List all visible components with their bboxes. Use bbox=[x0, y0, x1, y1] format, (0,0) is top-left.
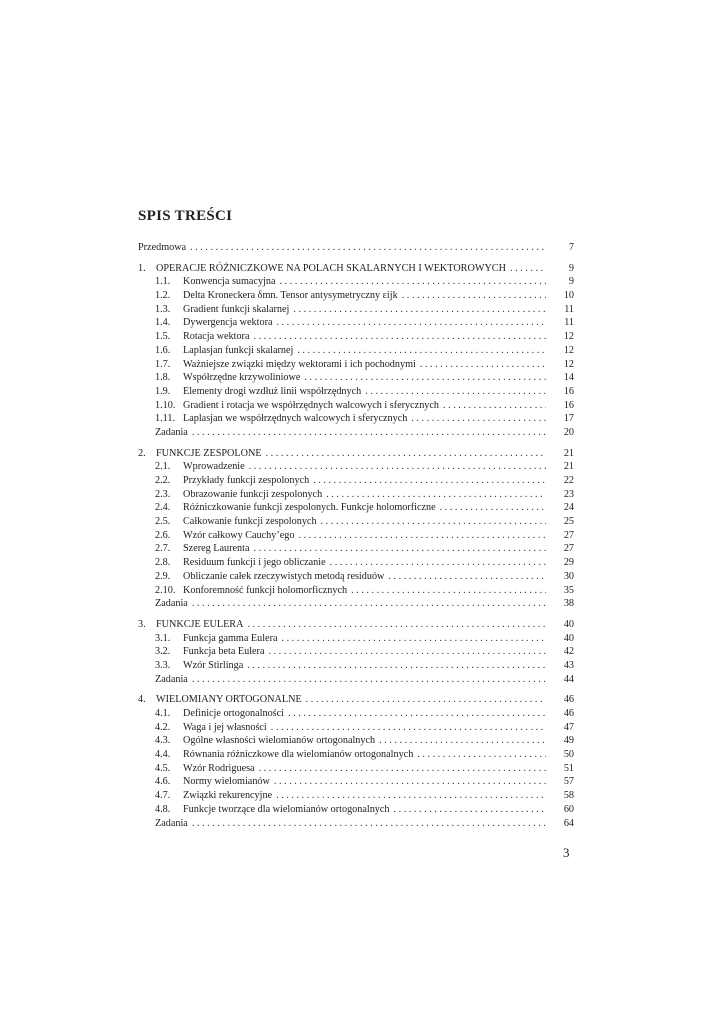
toc-section[interactable] bbox=[138, 275, 574, 289]
dot-leader bbox=[276, 316, 546, 330]
toc-entry-title: Przykłady funkcji zespolonych bbox=[183, 475, 310, 486]
toc-entry-title: Funkcja beta Eulera bbox=[183, 646, 265, 658]
toc-entry-title: Residuum funkcji i jego obliczanie bbox=[183, 557, 326, 569]
toc-section[interactable] bbox=[138, 570, 574, 584]
toc-chapter[interactable] bbox=[138, 262, 574, 276]
toc-entry-title: Waga i jej własności bbox=[183, 721, 267, 733]
dot-leader bbox=[388, 570, 546, 584]
toc-entry-number: 1.9. bbox=[155, 385, 171, 397]
toc-entry-title: Funkcja gamma Eulera bbox=[183, 632, 278, 644]
toc-page-number: 44 bbox=[563, 673, 574, 685]
dot-leader bbox=[326, 488, 546, 502]
toc-entry-title: Różniczkowanie funkcji zespolonych. Funkcje holomorficzne bbox=[183, 502, 436, 514]
toc-entry-number: 4.4. bbox=[155, 749, 171, 761]
toc-page-number: 9 bbox=[568, 262, 574, 274]
toc-entry-title: Obrazowanie funkcji zespolonych bbox=[183, 488, 323, 500]
dot-leader bbox=[411, 412, 546, 426]
toc-page-number: 11 bbox=[564, 303, 574, 315]
toc-entry-number: 1.4. bbox=[155, 317, 171, 329]
toc-entry-title: Zadania bbox=[155, 673, 188, 685]
dot-leader bbox=[351, 584, 546, 598]
toc-page-number: 24 bbox=[563, 502, 574, 514]
toc-entry-number: 1. bbox=[138, 262, 146, 274]
toc-entry-title: Gradient funkcji skalarnej bbox=[183, 303, 290, 315]
toc-entry-title: WIELOMIANY ORTOGONALNE bbox=[156, 694, 302, 706]
toc-entry-number: 4.8. bbox=[155, 803, 171, 815]
dot-leader bbox=[443, 399, 546, 413]
toc-section[interactable] bbox=[138, 399, 574, 413]
toc-section[interactable] bbox=[138, 659, 574, 673]
toc-entry-number: 4.3. bbox=[155, 735, 171, 747]
dot-leader bbox=[253, 542, 546, 556]
dot-leader bbox=[266, 447, 546, 461]
toc-entry-number: 3.2. bbox=[155, 646, 171, 658]
toc-section[interactable] bbox=[138, 645, 574, 659]
toc-entry-number: 2.4. bbox=[155, 502, 171, 514]
dot-leader bbox=[298, 529, 546, 543]
toc-page-number: 9 bbox=[568, 276, 574, 288]
toc-page-number: 27 bbox=[563, 543, 574, 555]
toc-entry-number: 2.9. bbox=[155, 570, 171, 582]
toc-entry-number: 1.2. bbox=[155, 290, 171, 302]
toc-chapter[interactable] bbox=[138, 447, 574, 461]
toc-page-number: 50 bbox=[563, 749, 574, 761]
toc-section[interactable] bbox=[138, 412, 574, 426]
toc-entry-title: Konwencja sumacyjna bbox=[183, 276, 276, 288]
toc-entry-number: 2.3. bbox=[155, 488, 171, 500]
toc-page-number: 12 bbox=[563, 344, 574, 356]
dot-leader bbox=[293, 303, 546, 317]
dot-leader bbox=[192, 673, 546, 687]
dot-leader bbox=[268, 645, 546, 659]
page-number: 3 bbox=[563, 845, 570, 860]
toc-page-number: 27 bbox=[563, 529, 574, 541]
page-title: SPIS TREŚCI bbox=[138, 208, 233, 224]
dot-leader bbox=[379, 734, 546, 748]
toc-section[interactable] bbox=[138, 529, 574, 543]
dot-leader bbox=[330, 556, 546, 570]
toc-entry-number: 1.7. bbox=[155, 358, 171, 370]
table-of-contents bbox=[138, 241, 574, 830]
toc-page-number: 30 bbox=[563, 570, 574, 582]
toc-page-number: 25 bbox=[563, 516, 574, 528]
toc-section[interactable] bbox=[138, 542, 574, 556]
toc-exercises[interactable] bbox=[138, 597, 574, 611]
toc-page-number: 49 bbox=[563, 735, 574, 747]
toc-page-number: 40 bbox=[563, 618, 574, 630]
toc-entry-title: Ważniejsze związki między wektorami i ich pochodnymi bbox=[183, 358, 416, 370]
toc-entry-title: Zadania bbox=[155, 426, 188, 438]
toc-page-number: 16 bbox=[563, 385, 574, 397]
toc-entry-title: Konforemność funkcji holomorficznych bbox=[183, 584, 348, 596]
toc-section[interactable] bbox=[138, 789, 574, 803]
toc-page-number: 20 bbox=[563, 426, 574, 438]
toc-entry-number: 2.10. bbox=[155, 584, 176, 596]
toc-page-number: 17 bbox=[563, 413, 574, 425]
toc-entry-title: Delta Kroneckera δmn. Tensor antysymetryczny εijk bbox=[183, 290, 398, 302]
toc-entry-title: Całkowanie funkcji zespolonych bbox=[183, 516, 317, 528]
dot-leader bbox=[321, 515, 546, 529]
toc-entry-number: 2. bbox=[138, 447, 146, 459]
toc-page-number: 38 bbox=[563, 598, 574, 610]
dot-leader bbox=[259, 762, 546, 776]
toc-entry-title: Przedmowa bbox=[138, 242, 187, 253]
toc-page-number: 21 bbox=[563, 461, 574, 473]
toc-entry-title: Elementy drogi wzdłuż linii współrzędnych bbox=[183, 385, 362, 397]
toc-entry-number: 1.1. bbox=[155, 276, 171, 288]
dot-leader bbox=[276, 789, 546, 803]
toc-page-number: 35 bbox=[563, 584, 574, 596]
toc-exercises[interactable] bbox=[138, 817, 574, 831]
toc-entry-number: 4. bbox=[138, 694, 146, 706]
dot-leader bbox=[247, 618, 546, 632]
dot-leader bbox=[274, 775, 546, 789]
dot-leader bbox=[365, 385, 546, 399]
toc-entry-number: 4.5. bbox=[155, 762, 171, 774]
dot-leader bbox=[190, 241, 546, 255]
dot-leader bbox=[192, 426, 546, 440]
toc-entry-number: 1.8. bbox=[155, 372, 171, 384]
toc-entry-title: Wprowadzenie bbox=[183, 461, 245, 473]
dot-leader bbox=[297, 344, 546, 358]
toc-entry-title: Dywergencja wektora bbox=[183, 317, 273, 329]
toc-exercises[interactable] bbox=[138, 673, 574, 687]
toc-entry-number: 2.5. bbox=[155, 516, 171, 528]
toc-entry-number: 4.6. bbox=[155, 776, 171, 788]
chapter-list bbox=[138, 262, 574, 831]
toc-section[interactable] bbox=[138, 344, 574, 358]
toc-page-number: 46 bbox=[563, 694, 574, 706]
toc-section[interactable] bbox=[138, 707, 574, 721]
toc-page-number: 42 bbox=[563, 646, 574, 658]
toc-section[interactable] bbox=[138, 632, 574, 646]
toc-entry-number: 4.2. bbox=[155, 721, 171, 733]
toc-entry-title: Laplasjan funkcji skalarnej bbox=[183, 344, 294, 356]
toc-entry-number: 4.1. bbox=[155, 708, 171, 719]
dot-leader bbox=[192, 817, 546, 831]
dot-leader bbox=[417, 748, 546, 762]
toc-section[interactable] bbox=[138, 460, 574, 474]
dot-leader bbox=[304, 371, 546, 385]
dot-leader bbox=[394, 803, 546, 817]
toc-page-number: 11 bbox=[564, 317, 574, 329]
dot-leader bbox=[510, 262, 546, 276]
dot-leader bbox=[271, 721, 546, 735]
toc-page-number: 47 bbox=[563, 721, 574, 733]
toc-entry-title: Definicje ortogonalności bbox=[183, 708, 284, 719]
toc-page-number: 58 bbox=[563, 790, 574, 802]
toc-page-number: 14 bbox=[563, 372, 574, 384]
toc-entry-number: 1.6. bbox=[155, 344, 171, 356]
toc-section[interactable] bbox=[138, 330, 574, 344]
toc-section[interactable] bbox=[138, 303, 574, 317]
toc-exercises[interactable] bbox=[138, 426, 574, 440]
toc-entry-number: 2.7. bbox=[155, 543, 171, 555]
toc-section[interactable] bbox=[138, 316, 574, 330]
toc-page-number: 64 bbox=[563, 817, 574, 829]
toc-section[interactable] bbox=[138, 734, 574, 748]
toc-entry-number: 2.2. bbox=[155, 475, 171, 486]
toc-entry-number: 2.8. bbox=[155, 557, 171, 569]
toc-section[interactable] bbox=[138, 474, 574, 488]
toc-entry-number: 2.1. bbox=[155, 461, 171, 473]
toc-section[interactable] bbox=[138, 501, 574, 515]
toc-page-number: 7 bbox=[568, 242, 574, 253]
toc-entry-title: Zadania bbox=[155, 598, 188, 610]
toc-page-number: 46 bbox=[563, 708, 574, 719]
toc-entry-title: Ogólne własności wielomianów ortogonalnych bbox=[183, 735, 376, 747]
toc-entry-number: 1.3. bbox=[155, 303, 171, 315]
dot-leader bbox=[402, 289, 546, 303]
toc-entry-title: FUNKCJE ZESPOLONE bbox=[156, 447, 262, 459]
toc-entry-title: Zadania bbox=[155, 817, 188, 829]
toc-page-number: 60 bbox=[563, 803, 574, 815]
toc-section[interactable] bbox=[138, 762, 574, 776]
toc-page-number: 43 bbox=[563, 659, 574, 671]
dot-leader bbox=[420, 358, 546, 372]
toc-chapter[interactable] bbox=[138, 618, 574, 632]
toc-entry-title: Związki rekurencyjne bbox=[183, 790, 273, 802]
toc-page-number: 21 bbox=[563, 447, 574, 459]
toc-section[interactable] bbox=[138, 385, 574, 399]
toc-entry-title: Funkcje tworzące dla wielomianów ortogonalnych bbox=[183, 803, 390, 815]
dot-leader bbox=[253, 330, 546, 344]
toc-entry-title: Rotacja wektora bbox=[183, 331, 250, 343]
dot-leader bbox=[288, 707, 546, 721]
toc-entry-title: FUNKCJE EULERA bbox=[156, 618, 244, 630]
toc-entry-title: Szereg Laurenta bbox=[183, 543, 250, 555]
toc-entry-title: OPERACJE RÓŻNICZKOWE NA POLACH SKALARNYCH I WEKTOROWYCH bbox=[156, 262, 506, 274]
toc-page-number: 12 bbox=[563, 358, 574, 370]
toc-entry-number: 1.5. bbox=[155, 331, 171, 343]
toc-entry-title: Gradient i rotacja we współrzędnych walcowych i sferycznych bbox=[183, 399, 439, 411]
toc-entry-number: 2.6. bbox=[155, 529, 171, 541]
toc-section[interactable] bbox=[138, 289, 574, 303]
toc-section[interactable] bbox=[138, 748, 574, 762]
toc-entry-title: Współrzędne krzywoliniowe bbox=[183, 372, 301, 384]
toc-entry-title: Wzór całkowy Cauchy’ego bbox=[183, 529, 295, 541]
toc-entry-title: Wzór Rodriguesa bbox=[183, 762, 255, 774]
dot-leader bbox=[306, 693, 546, 707]
toc-entry-title: Normy wielomianów bbox=[183, 776, 270, 788]
toc-page-number: 12 bbox=[563, 331, 574, 343]
toc-section[interactable] bbox=[138, 358, 574, 372]
toc-section[interactable] bbox=[138, 803, 574, 817]
dot-leader bbox=[247, 659, 546, 673]
toc-page-number: 40 bbox=[563, 632, 574, 644]
toc-page-number: 10 bbox=[563, 290, 574, 302]
toc-page-number: 22 bbox=[563, 475, 574, 486]
toc-entry-number: 4.7. bbox=[155, 790, 171, 802]
toc-section[interactable] bbox=[138, 584, 574, 598]
toc-section[interactable] bbox=[138, 488, 574, 502]
toc-entry-title: Wzór Stirlinga bbox=[183, 659, 244, 671]
toc-entry-title: Laplasjan we współrzędnych walcowych i sferycznych bbox=[183, 413, 408, 425]
toc-section[interactable] bbox=[138, 775, 574, 789]
toc-entry-number: 1.10. bbox=[155, 399, 176, 411]
toc-section[interactable] bbox=[138, 515, 574, 529]
toc-section[interactable] bbox=[138, 371, 574, 385]
dot-leader bbox=[192, 597, 546, 611]
toc-entry-number: 3.3. bbox=[155, 659, 171, 671]
dot-leader bbox=[281, 632, 546, 646]
toc-section[interactable] bbox=[138, 556, 574, 570]
toc-entry-number: 1.11. bbox=[155, 413, 175, 425]
toc-section[interactable] bbox=[138, 721, 574, 735]
toc-chapter[interactable] bbox=[138, 693, 574, 707]
dot-leader bbox=[280, 275, 546, 289]
dot-leader bbox=[313, 474, 546, 488]
toc-page-number: 23 bbox=[563, 488, 574, 500]
toc-page-number: 57 bbox=[563, 776, 574, 788]
toc-entry-number: 3.1. bbox=[155, 632, 171, 644]
toc-page-number: 29 bbox=[563, 557, 574, 569]
toc-entry-title: Obliczanie całek rzeczywistych metodą residuów bbox=[183, 570, 385, 582]
dot-leader bbox=[440, 501, 546, 515]
toc-page-number: 51 bbox=[563, 762, 574, 774]
dot-leader bbox=[249, 460, 546, 474]
toc-entry-number: 3. bbox=[138, 618, 146, 630]
toc-entry-preface[interactable] bbox=[138, 241, 574, 255]
toc-entry-title: Równania różniczkowe dla wielomianów ortogonalnych bbox=[183, 749, 414, 761]
toc-page-number: 16 bbox=[563, 399, 574, 411]
